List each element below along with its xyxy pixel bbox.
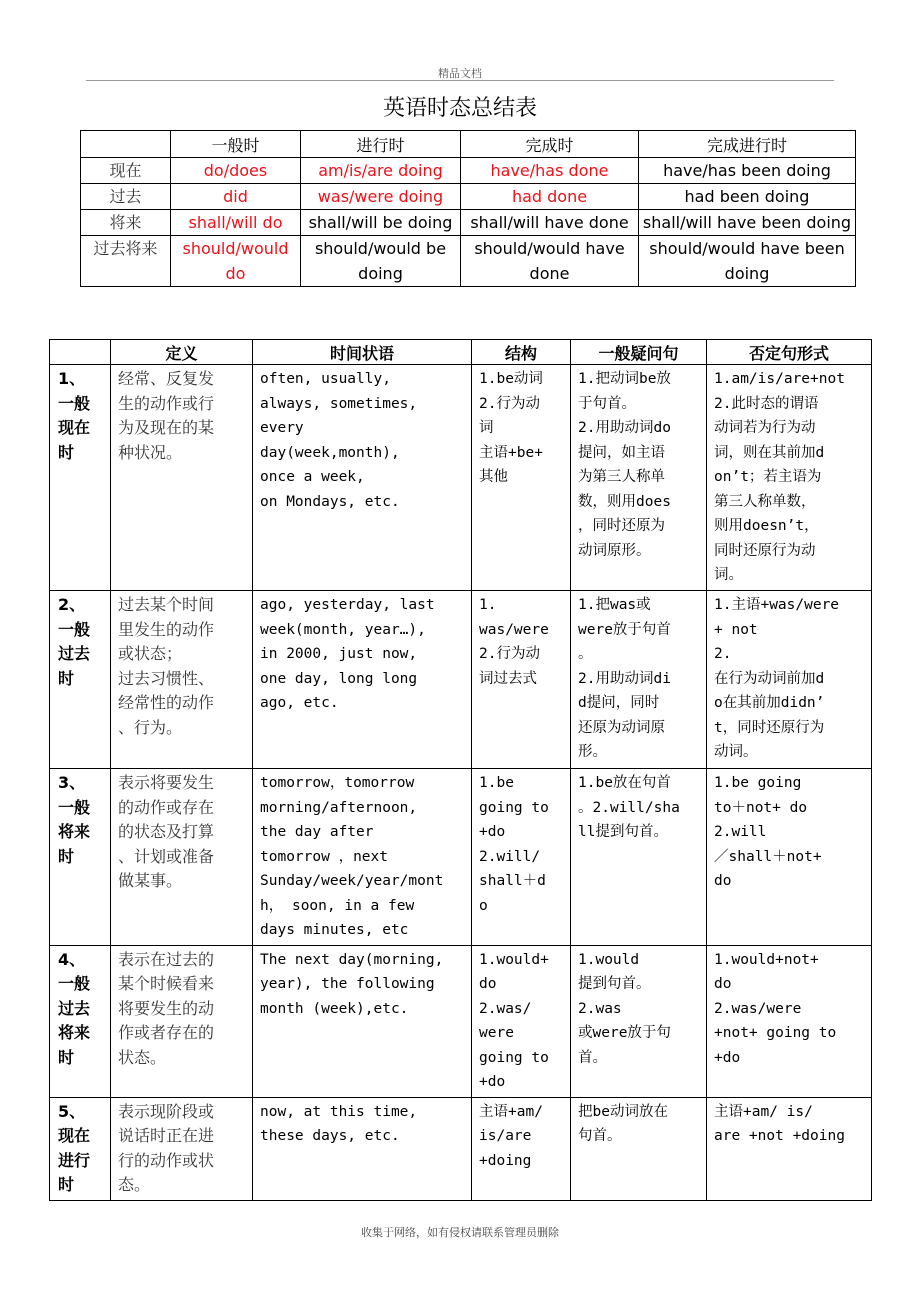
cell-line: 还原为动词原: [578, 719, 665, 736]
cell-line: o在其前加didn’: [714, 695, 825, 711]
cell-line: 词: [479, 420, 494, 436]
cell-line: 提到句首。: [578, 976, 651, 992]
summary-header-simple: 一般时: [171, 131, 301, 158]
cell-line: one day, long long: [260, 670, 418, 687]
cell-line: do: [479, 976, 497, 992]
cell-line: 主语+am/: [479, 1103, 543, 1120]
definition-cell: [111, 945, 253, 1097]
detail-row: [50, 769, 872, 946]
cell-line: 1.would: [578, 951, 640, 968]
cell-line: 将来: [58, 1023, 91, 1042]
time-adverbial-cell: [253, 1097, 472, 1200]
cell-line: 2.will/: [479, 848, 541, 865]
page-footer: 收集于网络，如有侵权请联系管理员删除: [361, 1226, 559, 1239]
cell-line: 做某事。: [118, 871, 183, 890]
time-adverbial-cell: [253, 365, 472, 591]
cell-line: 1.把was或: [578, 597, 651, 613]
cell-line: 进行: [58, 1150, 91, 1170]
negative-cell: [707, 769, 872, 946]
cell-line: 词，则在其前加d: [714, 444, 825, 461]
row-label: 将来: [81, 210, 171, 236]
summary-cell: had done: [461, 184, 639, 210]
summary-cell: shall/will do: [171, 210, 301, 236]
detail-header-structure: 结构: [472, 340, 571, 365]
cell-line: 表示将要发生: [118, 773, 215, 792]
detail-row: [50, 365, 872, 591]
cell-line: 。: [578, 646, 593, 662]
cell-line: 行的动作或状: [118, 1150, 215, 1170]
time-adverbial-cell: [253, 945, 472, 1097]
cell-line: on Mondays, etc.: [260, 493, 400, 510]
row-label: 过去: [81, 184, 171, 210]
tense-summary-table: [80, 130, 856, 287]
cell-line: going to: [479, 1049, 549, 1066]
tense-name: [50, 1097, 111, 1200]
cell-line: 的状态及打算: [118, 822, 215, 841]
cell-line: every: [260, 420, 304, 436]
cell-line: 为及现在的某: [118, 418, 215, 437]
cell-line: 作或者存在的: [118, 1023, 215, 1042]
cell-line: 其他: [479, 469, 508, 485]
cell-line: 说话时正在进: [118, 1126, 215, 1145]
summary-header-row: [81, 131, 856, 158]
cell-line: ，同时还原为: [578, 518, 665, 534]
cell-line: now, at this time,: [260, 1103, 418, 1120]
cell-line: do: [714, 976, 732, 992]
cell-line: 表示在过去的: [118, 949, 215, 969]
summary-header-corner: [81, 131, 171, 158]
cell-line: 、行为。: [118, 717, 183, 737]
cell-line: 3、: [58, 773, 86, 792]
cell-line: month (week),etc.: [260, 1000, 409, 1017]
summary-row-future: [81, 210, 856, 236]
cell-line: 或were放于句: [578, 1025, 671, 1041]
summary-cell: shall/will have been doing: [639, 210, 856, 236]
cell-line: +not+ going to: [714, 1025, 837, 1041]
cell-line: 一般: [58, 619, 91, 639]
cell-line: tomorrow ，next: [260, 848, 388, 865]
cell-line: 动词原形。: [578, 542, 651, 559]
tense-name: [50, 365, 111, 591]
summary-cell: did: [171, 184, 301, 210]
cell-line: 1.be放在句首: [578, 775, 671, 791]
cell-line: 为第三人称单: [578, 469, 665, 485]
cell-line: 或状态；: [118, 644, 183, 663]
cell-line: 一般: [58, 393, 91, 413]
cell-line: 生的动作或行: [118, 393, 215, 413]
cell-line: 首。: [578, 1049, 607, 1066]
cell-line: do: [714, 873, 732, 889]
summary-header-perfect-progressive: 完成进行时: [639, 131, 856, 158]
tense-name: [50, 591, 111, 769]
summary-cell: shall/will be doing: [301, 210, 461, 236]
summary-cell: have/has been doing: [639, 158, 856, 184]
cell-line: 1.would+not+: [714, 951, 819, 968]
summary-header-progressive: 进行时: [301, 131, 461, 158]
cell-line: 词过去式: [479, 670, 537, 687]
cell-line: 2、: [58, 595, 86, 614]
cell-line: 1.: [479, 597, 497, 613]
cell-line: 2.用助动词do: [578, 420, 671, 436]
cell-line: always, sometimes,: [260, 395, 418, 412]
cell-line: 的动作或存在: [118, 797, 215, 817]
cell-line: 句首。: [578, 1128, 622, 1144]
cell-line: 。2.will/sha: [578, 799, 680, 816]
cell-line: 过去某个时间: [118, 595, 215, 614]
cell-line: 主语+be+: [479, 444, 543, 461]
detail-row: [50, 591, 872, 769]
cell-line: 一般: [58, 797, 91, 817]
cell-line: in 2000, just now,: [260, 646, 418, 662]
cell-line: is/are: [479, 1128, 532, 1144]
question-cell: [571, 769, 707, 946]
question-cell: [571, 1097, 707, 1200]
cell-line: once a week,: [260, 469, 365, 485]
cell-line: 动词。: [714, 744, 758, 760]
cell-line: 将要发生的动: [118, 998, 215, 1018]
cell-line: 4、: [58, 949, 86, 969]
cell-line: 某个时候看来: [118, 974, 215, 993]
cell-line: 2.was/: [479, 1000, 532, 1017]
detail-header-time-adverbial: 时间状语: [253, 340, 472, 365]
cell-line: 过去: [58, 998, 91, 1018]
cell-line: +do: [479, 1074, 506, 1090]
cell-line: 2.行为动: [479, 395, 540, 412]
cell-line: 1.be going: [714, 775, 802, 791]
cell-line: 数，则用does: [578, 493, 671, 510]
cell-line: 、计划或准备: [118, 846, 215, 866]
cell-line: 态。: [118, 1175, 151, 1194]
cell-line: week(month, year…),: [260, 621, 426, 638]
summary-row-past: [81, 184, 856, 210]
cell-line: o: [479, 897, 488, 914]
tense-name: [50, 769, 111, 946]
definition-cell: [111, 1097, 253, 1200]
cell-line: +do: [714, 1049, 741, 1066]
cell-line: shall＋d: [479, 873, 546, 889]
cell-line: 1.am/is/are+not: [714, 371, 845, 387]
cell-line: 1.主语+was/were: [714, 597, 840, 613]
cell-line: 主语+am/ is/: [714, 1103, 813, 1120]
cell-line: 第三人称单数，: [714, 493, 816, 510]
negative-cell: [707, 1097, 872, 1200]
cell-line: 时: [58, 846, 75, 866]
cell-line: the day after: [260, 824, 374, 840]
summary-row-present: [81, 158, 856, 184]
cell-line: 经常性的动作: [118, 693, 215, 712]
cell-line: +doing: [479, 1152, 532, 1169]
page-header: 精品文档: [438, 67, 482, 80]
cell-line: + not: [714, 621, 758, 638]
cell-line: 时: [58, 1047, 75, 1067]
cell-line: t，同时还原行为: [714, 719, 825, 736]
detail-row: [50, 1097, 872, 1200]
cell-line: 现在: [58, 1126, 91, 1145]
cell-line: 2.was: [578, 1000, 622, 1017]
question-cell: [571, 945, 707, 1097]
cell-line: 2.was/were: [714, 1000, 802, 1017]
cell-line: 于句首。: [578, 395, 636, 412]
cell-line: 2.will: [714, 824, 767, 840]
cell-line: morning/afternoon,: [260, 799, 418, 816]
row-label: 过去将来: [81, 236, 171, 287]
cell-line: to＋not+ do: [714, 799, 808, 816]
summary-cell: had been doing: [639, 184, 856, 210]
cell-line: ll提到句首。: [578, 824, 668, 840]
cell-line: 在行为动词前加d: [714, 670, 825, 687]
cell-line: 同时还原行为动: [714, 542, 816, 559]
cell-line: 时: [58, 442, 75, 462]
structure-cell: [472, 769, 571, 946]
cell-line: 形。: [578, 744, 607, 760]
detail-header-question: 一般疑问句: [571, 340, 707, 365]
cell-line: 把be动词放在: [578, 1103, 668, 1120]
question-cell: [571, 365, 707, 591]
cell-line: 提问，如主语: [578, 444, 665, 461]
cell-line: were: [479, 1025, 514, 1041]
page-title: 英语时态总结表: [382, 96, 537, 121]
time-adverbial-cell: [253, 769, 472, 946]
cell-line: year), the following: [260, 976, 435, 992]
summary-cell: do/does: [171, 158, 301, 184]
summary-cell: shall/will have done: [461, 210, 639, 236]
question-cell: [571, 591, 707, 769]
cell-line: 1.把动词be放: [578, 371, 671, 387]
cell-line: Sunday/week/year/mont: [260, 873, 444, 889]
cell-line: 1.would+: [479, 951, 549, 968]
cell-line: d提问，同时: [578, 695, 660, 711]
cell-line: 1、: [58, 369, 86, 388]
cell-line: 2.用助动词di: [578, 670, 671, 687]
negative-cell: [707, 591, 872, 769]
cell-line: 现在: [58, 418, 91, 437]
cell-line: day(week,month),: [260, 444, 400, 461]
detail-header-corner: [50, 340, 111, 365]
header-rule: [86, 80, 834, 81]
cell-line: on’t；若主语为: [714, 469, 822, 485]
cell-line: 将来: [58, 822, 91, 841]
summary-cell: am/is/are doing: [301, 158, 461, 184]
cell-line: 5、: [58, 1101, 86, 1121]
tense-detail-table: [49, 339, 872, 1201]
negative-cell: [707, 365, 872, 591]
cell-line: 一般: [58, 974, 91, 993]
cell-line: 过去: [58, 644, 91, 663]
cell-line: often, usually,: [260, 371, 391, 387]
cell-line: 种状况。: [118, 442, 183, 462]
cell-line: 经常、反复发: [118, 369, 215, 388]
summary-cell: should/would have been doing: [639, 236, 856, 287]
cell-line: 动词若为行为动: [714, 420, 816, 436]
summary-cell: was/were doing: [301, 184, 461, 210]
summary-cell: should/would have done: [461, 236, 639, 287]
summary-cell: have/has done: [461, 158, 639, 184]
cell-line: h， soon, in a few: [260, 897, 415, 914]
row-label: 现在: [81, 158, 171, 184]
cell-line: days minutes, etc: [260, 922, 409, 938]
cell-line: 过去习惯性、: [118, 668, 215, 688]
cell-line: was/were: [479, 621, 549, 638]
structure-cell: [472, 1097, 571, 1200]
cell-line: were放于句首: [578, 621, 671, 638]
cell-line: 表示现阶段或: [118, 1101, 215, 1121]
time-adverbial-cell: [253, 591, 472, 769]
cell-line: 状态。: [118, 1047, 167, 1067]
cell-line: 词。: [714, 567, 743, 583]
cell-line: 1.be: [479, 775, 514, 791]
cell-line: 则用doesn’t，: [714, 518, 819, 534]
negative-cell: [707, 945, 872, 1097]
cell-line: 2.此时态的谓语: [714, 395, 819, 412]
structure-cell: [472, 591, 571, 769]
detail-header-definition: 定义: [111, 340, 253, 365]
cell-line: tomorrow，tomorrow: [260, 775, 415, 791]
cell-line: 1.be动词: [479, 371, 543, 387]
detail-row: [50, 945, 872, 1097]
tense-name: [50, 945, 111, 1097]
cell-line: ago, yesterday, last: [260, 597, 435, 613]
cell-line: going to: [479, 799, 549, 816]
cell-line: +do: [479, 824, 506, 840]
definition-cell: [111, 769, 253, 946]
definition-cell: [111, 365, 253, 591]
cell-line: are +not +doing: [714, 1128, 845, 1144]
structure-cell: [472, 365, 571, 591]
cell-line: these days, etc.: [260, 1128, 400, 1144]
summary-cell: should/would do: [171, 236, 301, 287]
cell-line: ago, etc.: [260, 695, 339, 711]
structure-cell: [472, 945, 571, 1097]
cell-line: 里发生的动作: [118, 619, 215, 639]
summary-cell: should/would be doing: [301, 236, 461, 287]
summary-header-perfect: 完成时: [461, 131, 639, 158]
summary-row-past-future: [81, 236, 856, 287]
cell-line: 2.行为动: [479, 646, 540, 662]
cell-line: ／shall＋not+: [714, 848, 822, 865]
detail-header-negative: 否定句形式: [707, 340, 872, 365]
cell-line: 时: [58, 668, 75, 688]
cell-line: The next day(morning,: [260, 951, 444, 968]
detail-header-row: [50, 340, 872, 365]
cell-line: 2.: [714, 646, 732, 662]
definition-cell: [111, 591, 253, 769]
cell-line: 时: [58, 1175, 75, 1194]
